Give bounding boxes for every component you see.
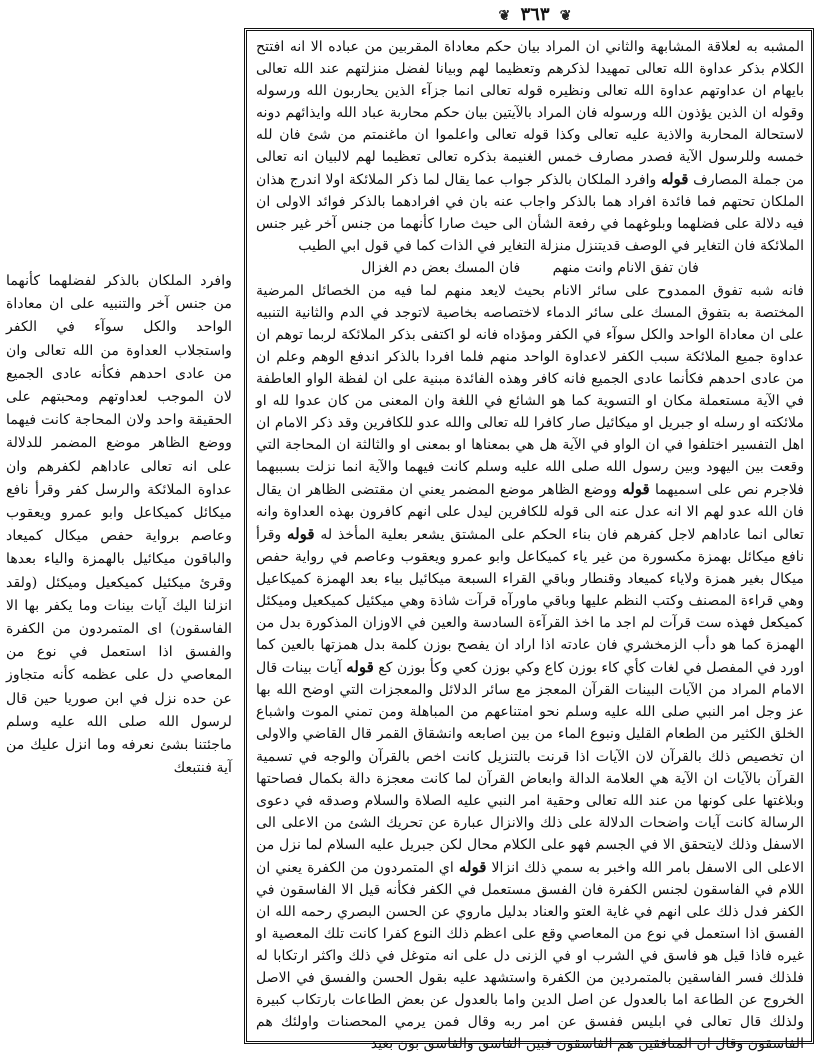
paragraph-text: فانه شبه تفوق الممدوح على سائر الانام بحيث لايعد منهم لما فيه من الخصائل المرضية المختصة به بتفوق المسك على سائر الدماء لاختصاصه بخاصية لاتوجد في الدم والثانية التنبيه على ان معاداة الواحد والكل سوآء في الكفر ومؤداه فانه لو اكتفى بذكر الملائكة لربما توهم ان عداوة جميع الملائكة سبب الكفر لاعداوة الواحد منهم فلما افردا بالذكر اندفع الوهم وعلم ان من عادى احدهم فكأنما عادى الجميع فانه كافر وهذه الفائدة مبنية على ان لفظة الواو العاطفة في الآية مستعملة مكان او التسوية كما هو الشائع في اللغة وان المعنى من كان عدوا لله او ملائكته او رسله او جبريل او ميكائيل صار كافرا لله تعالى والله عدو للكافرين وقد ذكر الامام ان اهل التفسير اختلفوا في ان الواو في الآية هل هي بمعناها او بمعنى او والثالثة ان المحاجة التي وقعت بين اليهود وبين رسول الله صلى الله عليه وسلم كانت فيهما والآية انما نزلت بسببهما فلاجرم نص على اسميهما	[256, 282, 804, 498]
keyword-qawluhu: قوله	[660, 170, 689, 189]
ornament-icon: ❦	[559, 8, 572, 24]
paragraph-text: آيات بينات قال الامام المراد من الآيات البينات القرآن المعجز مع سائر الدلائل والمعجزات التي اوضح الله بها عز وجل امر النبي صلى الله عليه وسلم نحو امتناعهم من المباهلة ومن تمني الموت واشباع الخلق الكثير من الطعام القليل ونبوع الماء من بين اصابعه وانشقاق القمر قال القاضي والاولى ان تخصيص ذلك بالقرآن لان الآيات اذا قرنت بالتنزيل كانت اخص بالقرآن والوجه في تسمية القرآن بالآيات ان الآية هي العلامة الدالة وابعاض القرآن لما كانت معجزة دالة بكمال فصاحتها وبلاغتها على كونها من عند الله تعالى وحقية امر النبي عليه الصلاة والسلام وصدقه في دعوى الرسالة كانت آيات واضحات الدلالة على ذلك والانزال عبارة عن تحريك الشئ من الاعلى الى الاسفل وذلك لايتحقق الا في الجسم فهو على الكلام محال لكن جبريل عليه السلام لما نزل من الاعلى الى الاسفل بامر الله واخبر به سمي ذلك انزالا	[256, 660, 805, 876]
paragraph	[256, 280, 804, 1055]
keyword-qawluhu: قوله	[458, 857, 487, 876]
paragraph-text: المشبه به لعلاقة المشابهة والثاني ان المراد بيان حكم معاداة المقربين من عباده الا انه افتتح الكلام بذكر عداوة الله تعالى تمهيدا لذكرهم وتعظيما لهم وبيانا لفضل منزلتهم عند الله تعالى بايهام ان عداوتهم عداوة الله تعالى ونظيره قوله تعالى انما جزآء الذين يحاربون الله ورسوله وقوله ان الذين يؤذون الله ورسوله فان المراد بالآيتين بيان حكم محاربة عباد الله وايذائهم دونه لاستحالة المحاربة والاذية عليه تعالى وكذا قوله تعالى واعلموا ان ماغنمتم من شئ فان لله خمسه وللرسول الآية فصدر مصارف خمس الغنيمة بذكره تعالى تعظيما لهم لالبيان انه تعالى من جملة المصارف	[256, 39, 804, 189]
verse-hemistich-left: فان المسك بعض دم الغزال	[361, 260, 521, 277]
page-number: ٣٦٣	[520, 4, 550, 25]
paragraph-text: وافرد الملكان بالذكر جواب عما يقال لما ذكر الملائكة اولا اندرج هذان الملكان تحتهم فما فائدة افراد هما بالذكر واجاب عنه بان في افرادهما بالذكر فوائد الاولى ان فيه دلالة على فضلهما وبلوغهما في رفعة الشأن الى حيث صارا كأنهما من جنس آخر غير جنس الملائكة فان التغاير في الوصف قديتنزل منزلة التغاير في الذات كما في قول ابي الطيب	[256, 172, 804, 255]
margin-note: وافرد الملكان بالذكر لفضلهما كأنهما من جنس آخر والتنبيه على ان معاداة الواحد والكل سوآء في الكفر واستجلاب العداوة من الله تعالى وان من عادى احدهم فكأنه عادى الجميع لان الموجب لعداوتهم ومحبتهم على الحقيقة واحد ولان المحاجة كانت فيهما ووضع الظاهر موضع المضمر للدلالة على انه تعالى عاداهم لكفرهم وان عداوة الملائكة والرسل كفر وقرأ نافع ميكائل كميكاعل وابو عمرو ويعقوب وعاصم برواية حفص ميكال كميعاد والباقون ميكائيل بالهمزة والياء بعدها وقرئ ميكئيل كميكعيل وميكئل (ولقد انزلنا اليك آيات بينات وما يكفر بها الا الفاسقون) اى المتمردون من الكفرة والفسق اذا استعمل في نوع من المعاصي دل على عظمه كأنه متجاوز عن حده نزل في ابن صوريا حين قال لرسول الله صلى الله عليه وسلم ماجئتنا بشئ نعرفه وما انزل عليك من آية فنتبعك	[6, 273, 232, 777]
keyword-qawluhu: قوله	[622, 479, 650, 498]
page-header	[250, 4, 820, 28]
main-text	[256, 36, 804, 1055]
paragraph-text: وقرأ نافع ميكائل بهمزة مكسورة من غير ياء كميكاعل وابو عمرو ويعقوب وعاصم في رواية حفص ميكال بغير همزة ولاياء كميعاد وقنطار وباقي القراء السبعة ميكائيل بياء بعد الهمزة كميكاعيل وهي قراءة المصنف وكتب النظم عليها وباقي ماورآه قرآت شاذة وهي ميكئيل كميكعيل وميكئل كميكعل فهذه ست قرآت لم اجد ما اخذ القرآءة السادسة والعين في الاوزان المذكورة بدل من الهمزة كما هو دأب الزمخشري فان عادته اذا اراد ان يفصح بوزن كلمة بدل همزتها بالعين كما اورد في المفصل في لغات كأي كاء بوزن كاع وكي بوزن كعي وكأ بوزن كع	[256, 527, 804, 677]
ornament-icon: ❦	[498, 8, 511, 24]
verse-hemistich-right: فان تفق الانام وانت منهم	[552, 260, 699, 277]
keyword-qawluhu: قوله	[346, 658, 374, 677]
paragraph-text: اي المتمردون من الكفرة يعني ان اللام في الفاسقون لجنس الكفرة فان الفسق مستعمل في الكفر فكأنه قيل الا الفاسقون في الكفر فدل ذلك على انهم في غاية العتو والعناد بدليل ماروي عن الحسن البصري رحمه الله ان الفسق اذا استعمل في نوع من المعاصي وقع على اعظم ذلك النوع كفرا كانت تلك المعصية او غيره فاذا قيل هو فاسق في الشرب او في الزنى دل على انه متوغل في ذلك واكثر ارتكابا له فلذلك فسر الفاسقين بالمتمردين من الكفرة واستشهد عليه بقول الحسن والفسق في الاصل الخروج عن الطاعة اما بالعدول عن اصل الدين واما بالعدول عن بعض الطاعات بارتكاب كبيرة ولذلك قال تعالى في ابليس ففسق عن امر ربه وقال فمن يرمي المحصنات واولئك هم الفاسقون وقال ان المنافقين هم الفاسقون فبين الفاسق والفاسق بون بعيد	[256, 859, 804, 1053]
keyword-qawluhu: قوله	[287, 525, 315, 544]
verse-line	[256, 257, 804, 279]
paragraph	[256, 36, 804, 257]
paragraph-text: ووضع الظاهر موضع المضمر يعني ان مقتضى الظاهر ان يقال فان الله عدو لهم الا انه عدل عنه الى قوله للكافرين ليدل على انهم كافرون بهذه العداوة وانه تعالى انما عاداهم لاجل كفرهم فان بناء الحكم على المشتق يشعر بعلية المأخذ له	[256, 481, 804, 544]
